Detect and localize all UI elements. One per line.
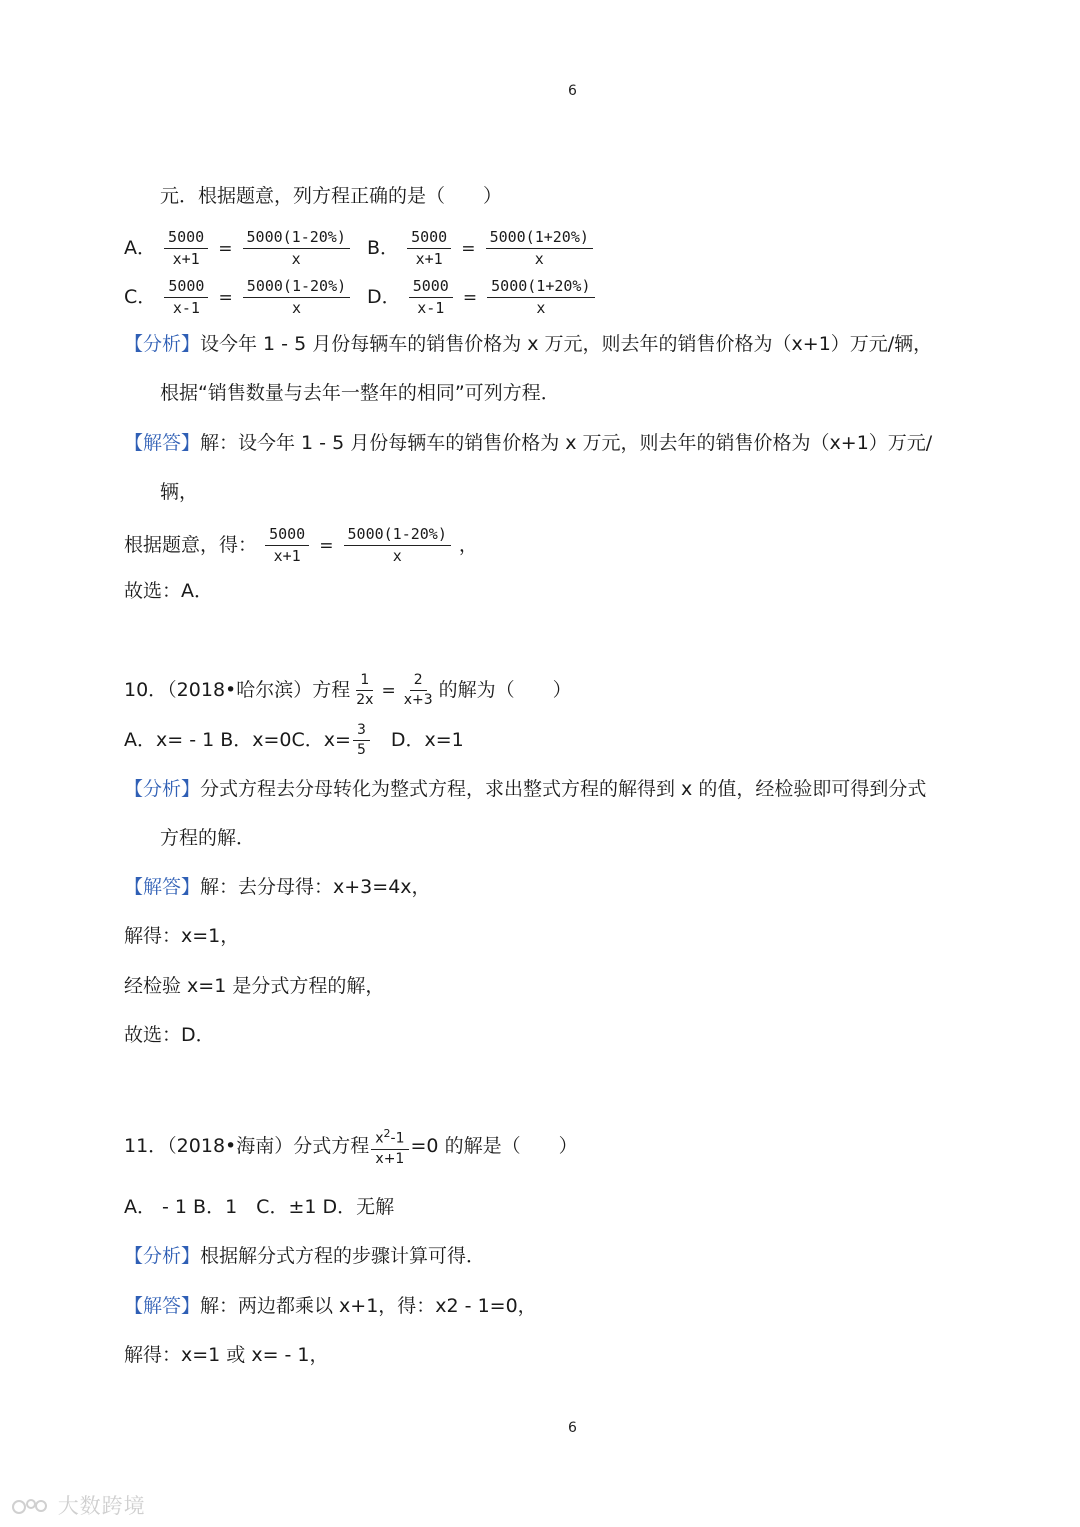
fraction: $\frac{2}{x+3}$ — [403, 672, 433, 708]
fraction: $\frac{5000}{x-1}$ — [409, 277, 453, 318]
option-label: C． — [124, 286, 157, 308]
fraction: $\frac{5000(1-20\%)}{x}$ — [344, 525, 451, 566]
q9-option-c: C． $\frac{5000}{x-1}$ = $\frac{5000(1-20\%)}{x}$ — [124, 277, 352, 318]
q9-answer-line1: 【解答】解：设今年 1 - 5 月份每辆车的销售价格为 x 万元，则去年的销售价格为（x+1）万元/ — [124, 432, 933, 454]
fraction: $\frac{5000}{x+1}$ — [164, 228, 208, 269]
watermark-logo-icon — [10, 1496, 50, 1518]
fraction: $\frac{x^2-1}{x+1}$ — [371, 1125, 408, 1168]
fraction: $\frac{1}{2x}$ — [356, 672, 374, 708]
q9-answer-line3: 根据题意，得： $\frac{5000}{x+1}$ = $\frac{5000(1-20\%)}{x}$ ， — [124, 525, 478, 565]
fraction: $\frac{5000(1+20\%)}{x}$ — [486, 228, 593, 269]
q9-stem-tail: 元．根据题意，列方程正确的是（ ） — [160, 185, 503, 207]
analysis-tag: 【分析】 — [124, 1245, 201, 1267]
fraction: $\frac{5000(1+20\%)}{x}$ — [487, 277, 594, 318]
q10-answer-line4: 故选：D． — [124, 1024, 215, 1046]
q11-stem: 11．（2018•海南）分式方程 $\frac{x^2-1}{x+1}$ =0 的解是（ ） — [124, 1127, 578, 1167]
q9-analysis-line2: 根据“销售数量与去年一整年的相同”可列方程． — [160, 382, 560, 404]
q11-answer-line1: 【解答】解：两边都乘以 x+1，得：x2 - 1=0， — [124, 1295, 537, 1317]
page-number-bottom: 6 — [568, 1420, 577, 1436]
q9-option-a: A． $\frac{5000}{x+1}$ = $\frac{5000(1-20\%)}{x}$ — [124, 228, 352, 269]
answer-tag: 【解答】 — [124, 432, 201, 454]
q11-answer-line2: 解得：x=1 或 x= - 1， — [124, 1344, 329, 1366]
q10-answer-line3: 经检验 x=1 是分式方程的解， — [124, 975, 385, 997]
answer-tag: 【解答】 — [124, 1295, 201, 1317]
option-label: D． — [367, 286, 401, 308]
page-number-top: 6 — [568, 83, 577, 99]
q11-options: A． - 1 B．1 C．±1 D．无解 — [124, 1196, 395, 1218]
q10-options: A．x= - 1 B．x=0C．x= $\frac{3}{5}$ D．x=1 — [124, 722, 464, 758]
fraction: $\frac{5000(1-20\%)}{x}$ — [243, 228, 350, 269]
q10-analysis-line1: 【分析】分式方程去分母转化为整式方程，求出整式方程的解得到 x 的值，经检验即可得到分式 — [124, 778, 927, 800]
watermark: 大数跨境 — [10, 1490, 146, 1520]
q9-answer-line4: 故选：A． — [124, 580, 213, 602]
q9-answer-line2: 辆， — [160, 481, 199, 503]
q10-answer-line2: 解得：x=1， — [124, 925, 240, 947]
q9-analysis-line1: 【分析】设今年 1 - 5 月份每辆车的销售价格为 x 万元，则去年的销售价格为（x+1）万元/辆， — [124, 333, 933, 355]
q10-answer-line1: 【解答】解：去分母得：x+3=4x， — [124, 876, 431, 898]
fraction: $\frac{5000}{x-1}$ — [164, 277, 208, 318]
fraction: $\frac{5000(1-20\%)}{x}$ — [243, 277, 350, 318]
fraction: $\frac{5000}{x+1}$ — [265, 525, 309, 566]
q9-option-d: D． $\frac{5000}{x-1}$ = $\frac{5000(1+20\%)}{x}$ — [367, 277, 597, 318]
q9-option-b: B． $\frac{5000}{x+1}$ = $\frac{5000(1+20\%)}{x}$ — [367, 228, 595, 269]
q11-analysis-line1: 【分析】根据解分式方程的步骤计算可得． — [124, 1245, 486, 1267]
analysis-tag: 【分析】 — [124, 333, 201, 355]
option-label: B． — [367, 237, 400, 259]
q10-stem: 10．（2018•哈尔滨）方程 $\frac{1}{2x}$ = $\frac{2}{x+3}$ 的解为（ ） — [124, 672, 572, 708]
answer-tag: 【解答】 — [124, 876, 201, 898]
option-label: A． — [124, 237, 156, 259]
fraction: $\frac{3}{5}$ — [353, 722, 370, 759]
analysis-tag: 【分析】 — [124, 778, 201, 800]
fraction: $\frac{5000}{x+1}$ — [407, 228, 451, 269]
q10-analysis-line2: 方程的解． — [160, 827, 256, 849]
